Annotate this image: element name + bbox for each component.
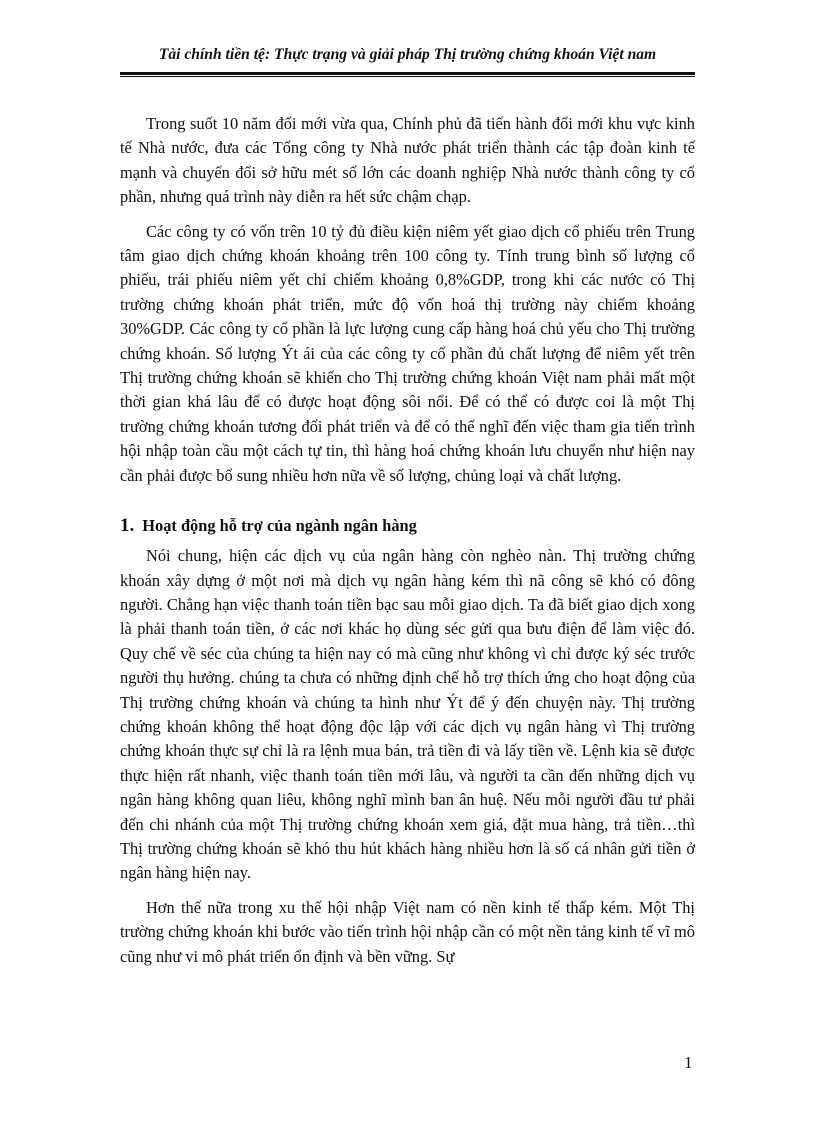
paragraph: Hơn thế nữa trong xu thế hội nhập Việt nam có nền kinh tế thấp kém. Một Thị trường chứng khoán khi bước vào tiến trình hội nhập cần có một nền tảng kinh tế vĩ mô cũng như vi mô phát triển ổn định và bền vững. Sự [120,897,695,966]
paragraph: Nói chung, hiện các dịch vụ của ngân hàng còn nghèo nàn. Thị trường chứng khoán xây dựng ở một nơi mà dịch vụ ngân hàng kém thì nã công sẽ khó có đông người. Chẳng hạn việc thanh toán tiền bạc sau mỗi giao dịch. Ta đã biết giao dịch xong là phải thanh toán tiền, ở các nơi khác họ dùng séc gửi qua bưu điện để làm việc đó. Quy chế về séc của chúng ta hiện nay có mà cũng như không vì chỉ được ký séc trước người thụ hưởng. chúng ta chưa có những định chế hỗ trợ thích ứng cho hoạt động của Thị trường chứng khoán và chúng ta hình như Ýt để ý đến chuyện này. Thị trường chứng khoán không thể hoạt động độc lập với các dịch vụ ngân hàng vì Thị trường chứng khoán thực sự chỉ là ra lệnh mua bán, trả tiền đi và lấy tiền về. Lệnh kia sẽ được thực hiện rất nhanh, việc thanh toán tiền mới lâu, và người ta cần đến những dịch vụ ngân hàng không quan liêu, không nghĩ mình ban ân huệ. Nếu mỗi người đầu tư phải đến chi nhánh của một Thị trường chứng khoán xem giá, đặt mua hàng, trả tiền…thì Thị trường chứng khoán sẽ khó thu hút khách hàng nhiều hơn là số cá nhân gửi tiền ở ngân hàng hiện nay. [120,546,695,883]
page-number: 1 [684,1053,693,1072]
document-body [120,112,695,979]
section-number: 1. [120,515,135,537]
paragraph: Trong suốt 10 năm đổi mới vừa qua, Chính phủ đã tiến hành đổi mới khu vực kinh tế Nhà nước, đưa các Tổng công ty Nhà nước phát triển thành các tập đoàn kinh tế mạnh và chuyển đổi sở hữu mét số lớn các doanh nghiệp Nhà nước thành công ty cổ phần, nhưng quá trình này diễn ra hết sức chậm chạp. [120,114,695,207]
header-rule [120,72,695,77]
section-title: Hoạt động hỗ trợ của ngành ngân hàng [142,516,417,536]
paragraph: Các công ty có vốn trên 10 tỷ đủ điều kiện niêm yết giao dịch cổ phiếu trên Trung tâm giao dịch chứng khoán khoảng trên 100 công ty. Tính trung bình số lượng cổ phiếu, trái phiếu niêm yết chỉ chiếm khoảng 0,8%GDP, trong khi các nước có Thị trường chứng khoán phát triển, mức độ vốn hoá thị trường này chiếm khoảng 30%GDP. Các công ty cổ phần là lực lượng cung cấp hàng hoá chủ yếu cho Thị trường chứng khoán. Số lượng Ýt ái của các công ty cổ phần đủ chất lượng để niêm yết trên Thị trường chứng khoán sẽ khiến cho Thị trường chứng khoán Việt nam phải mất một thời gian khá lâu để có được hoạt động sôi nổi. Để có thể có được coi là một Thị trường chứng khoán tương đối phát triển và để có thể nghĩ đến việc tham gia tiến trình hội nhập toàn cầu một cách tự tin, thì hàng hoá chứng khoán lưu chuyển như hiện nay cần phải được bổ sung nhiều hơn nữa về số lượng, chủng loại và chất lượng. [120,221,695,485]
page-header: Tài chính tiền tệ: Thực trạng và giải pháp Thị trường chứng khoán Việt nam [158,46,657,63]
section-heading [120,514,695,538]
